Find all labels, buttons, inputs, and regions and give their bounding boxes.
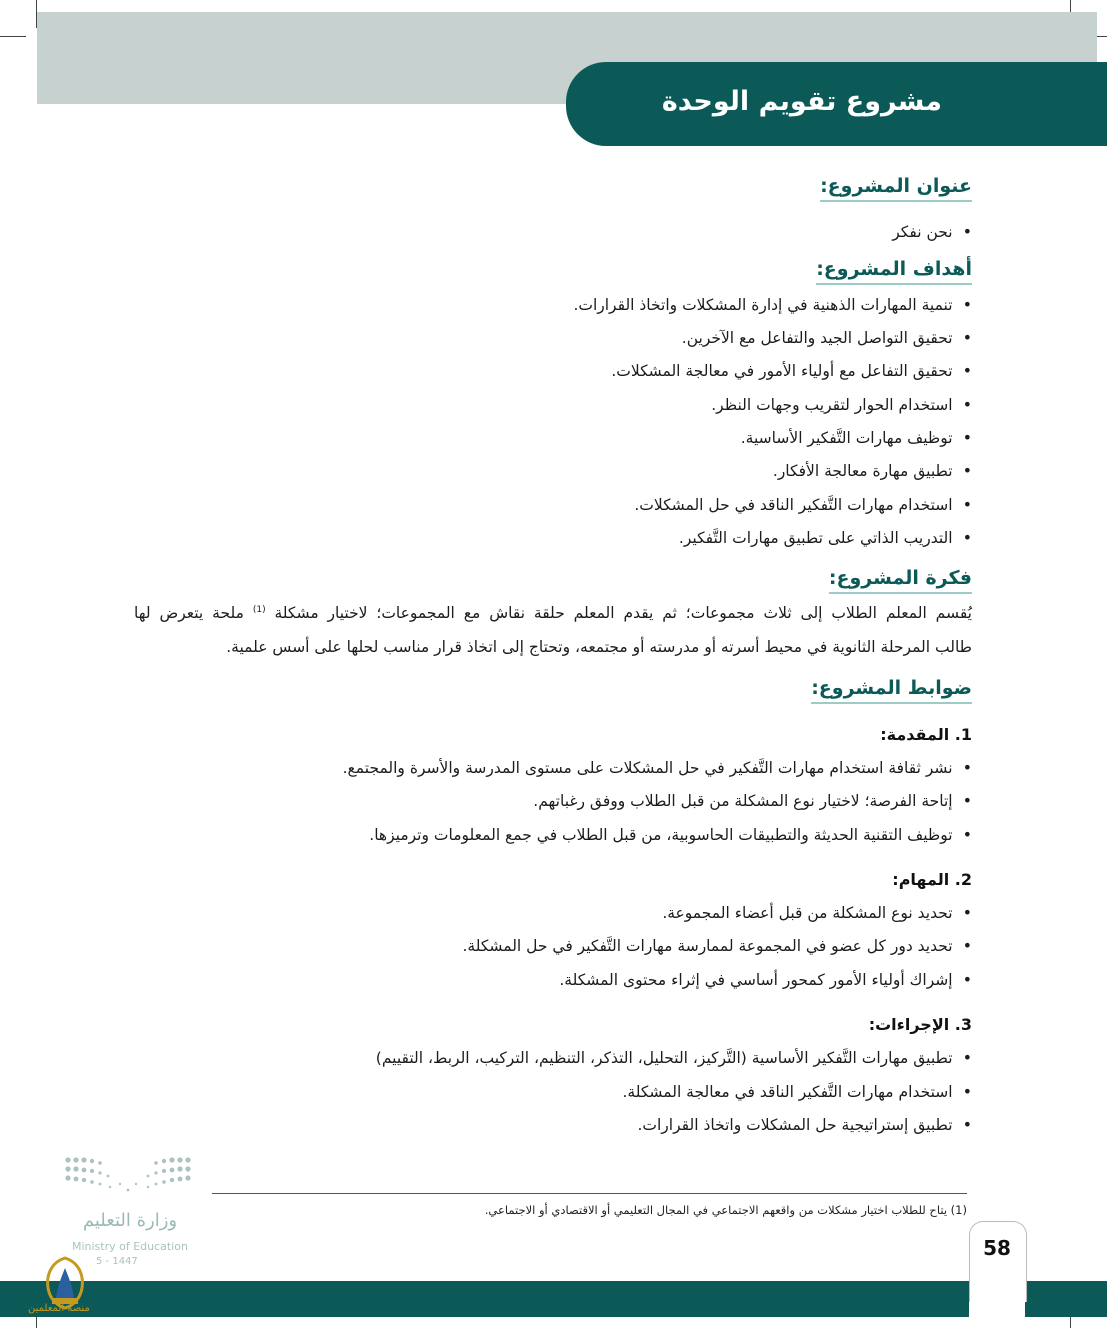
list-item: • استخدام مهارات التَّفكير الناقد في حل المشكلات. (634, 495, 972, 514)
footer-bar (1025, 1281, 1107, 1317)
page-number-tab (969, 1221, 1027, 1302)
logo-dots-icon (62, 1154, 198, 1204)
list-item: • تطبيق مهارة معالجة الأفكار. (773, 461, 972, 480)
list-item: • تحديد نوع المشكلة من قبل أعضاء المجموعة. (662, 903, 972, 922)
edition-year: 5 - 1447 (96, 1256, 138, 1267)
list-item: • توظيف التقنية الحديثة والتطبيقات الحاسوبية، من قبل الطلاب في جمع المعلومات وترميزها. (369, 825, 972, 844)
list-item: • استخدام مهارات التَّفكير الناقد في معالجة المشكلة. (623, 1082, 973, 1101)
list-item: • إتاحة الفرصة؛ لاختيار نوع المشكلة من قبل الطلاب ووفق رغباتهم. (533, 791, 972, 810)
rules-heading: ضوابط المشروع: (811, 677, 972, 704)
crop-mark (0, 36, 26, 37)
emblem-caption: منصة المعلمين (28, 1303, 90, 1314)
page-number: 58 (983, 1236, 1011, 1260)
list-item: • تحقيق التواصل الجيد والتفاعل مع الآخرين. (682, 328, 972, 347)
procedures-subheading: 3. الإجراءات: (868, 1015, 972, 1034)
list-item: • نشر ثقافة استخدام مهارات التَّفكير في حل المشكلات على مستوى المدرسة والأسرة والمجتمع. (343, 758, 972, 777)
list-item: • تحديد دور كل عضو في المجموعة لممارسة مهارات التَّفكير في حل المشكلة. (462, 936, 972, 955)
list-item: • تطبيق إستراتيجية حل المشكلات واتخاذ القرارات. (637, 1115, 972, 1134)
list-item: • التدريب الذاتي على تطبيق مهارات التَّفكير. (679, 528, 972, 547)
idea-paragraph-line: طالب المرحلة الثانوية في محيط أسرته أو مدرسته أو مجتمعه، وتحتاج إلى اتخاذ قرار مناسب لحلها على أسس علمية. (226, 638, 972, 656)
goals-heading: أهداف المشروع: (816, 258, 972, 285)
intro-subheading: 1. المقدمة: (880, 725, 972, 744)
ministry-name-ar: وزارة التعليم (82, 1210, 178, 1231)
idea-heading: فكرة المشروع: (829, 567, 972, 594)
ministry-name-en: Ministry of Education (71, 1240, 188, 1253)
list-item: • تنمية المهارات الذهنية في إدارة المشكلات واتخاذ القرارات. (573, 295, 972, 314)
list-item: • إشراك أولياء الأمور كمحور أساسي في إثراء محتوى المشكلة. (559, 970, 972, 989)
tasks-subheading: 2. المهام: (892, 870, 972, 889)
footnote: (1) يتاح للطلاب اختيار مشكلات من واقعهم الاجتماعي في المجال التعليمي أو الاقتصادي أو الاجتماعي. (484, 1203, 967, 1217)
list-item: • استخدام الحوار لتقريب وجهات النظر. (711, 395, 972, 414)
idea-text: ملحة يتعرض لها (134, 604, 244, 622)
footnote-marker: (1) (252, 604, 266, 615)
list-item: • توظيف مهارات التَّفكير الأساسية. (741, 428, 972, 447)
footnote-divider (212, 1193, 967, 1194)
footer-bar (0, 1281, 969, 1317)
page-title: مشروع تقويم الوحدة (661, 86, 942, 117)
list-item: • نحن نفكر (892, 222, 972, 241)
list-item: • تحقيق التفاعل مع أولياء الأمور في معالجة المشكلات. (611, 361, 972, 380)
idea-text: يُقسم المعلم الطلاب إلى ثلاث مجموعات؛ ثم يقدم المعلم حلقة نقاش مع المجموعات؛ لاختيار مشكلة (274, 604, 972, 622)
project-title-heading: عنوان المشروع: (820, 175, 972, 202)
list-item: • تطبيق مهارات التَّفكير الأساسية (التَّركيز، التحليل، التذكر، التنظيم، التركيب، الربط، التقييم) (376, 1048, 972, 1067)
idea-paragraph-line (134, 604, 972, 622)
